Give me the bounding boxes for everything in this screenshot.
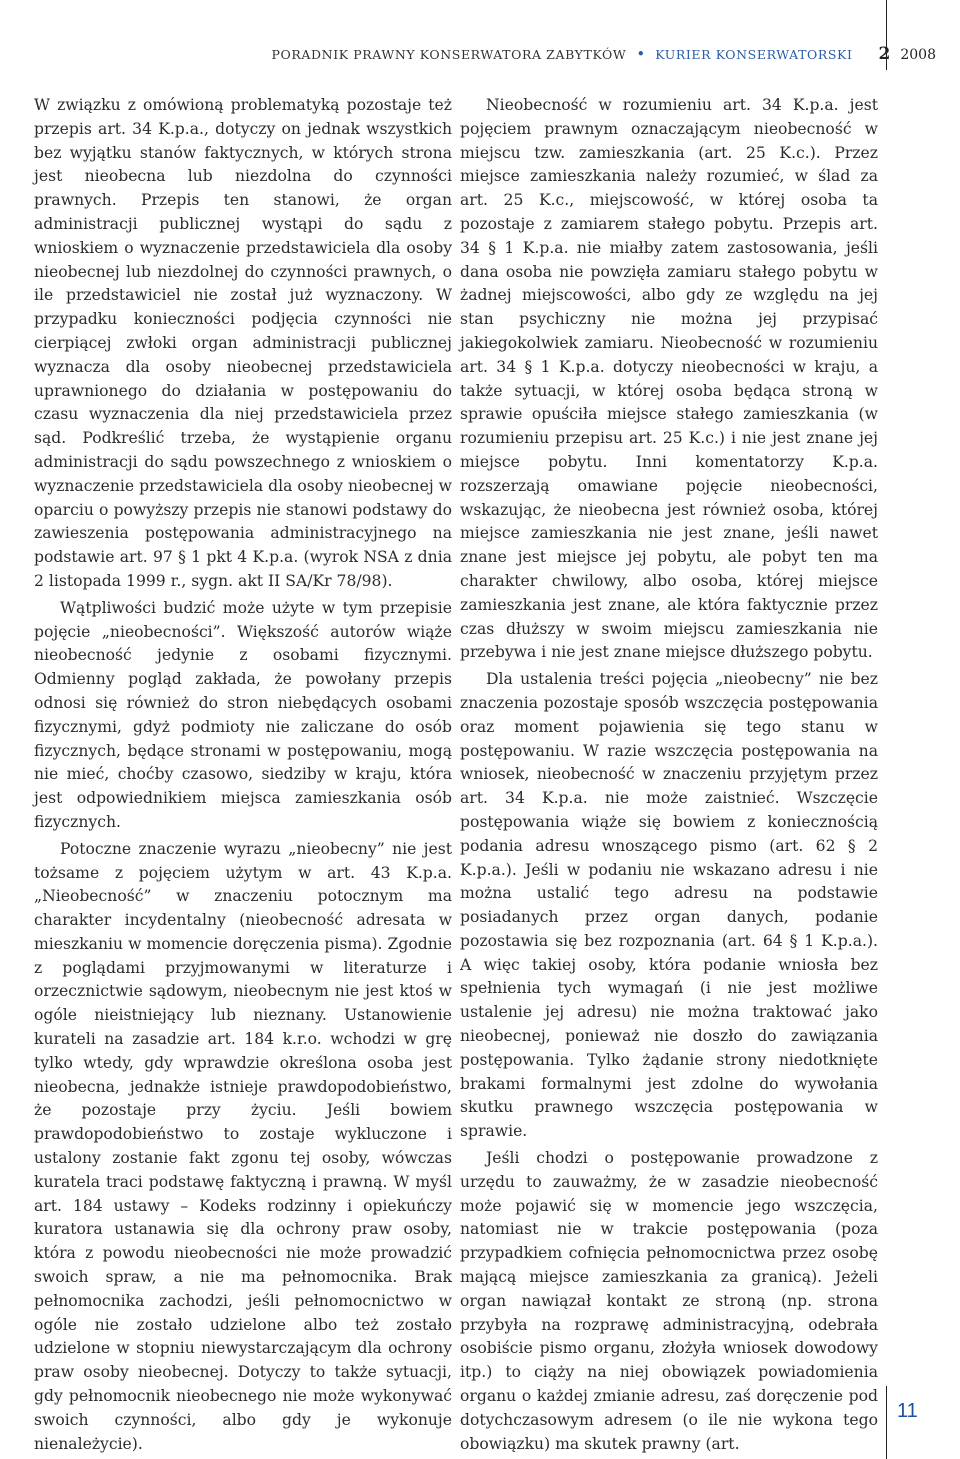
paragraph: Nieobecność w rozumieniu art. 34 K.p.a. jest pojęciem prawnym oznaczającym nieobecność w miejscu tzw. zamieszkania (art. 25 K.c.). Przez miejsce zamieszkania należy rozumieć, w ślad za art. 25 K.c., miejscowość, w której osoba ta pozostaje z zamiarem stałego pobytu. Przepis art. 34 § 1 K.p.a. nie miałby zatem zastosowania, jeśli dana osoba nie powzięła zamiaru stałego pobytu w żadnej miejscowości, albo gdy ze względu na jej stan psychiczny nie można jej przypisać jakiegokolwiek zamiaru. Nieobecność w rozumieniu art. 34 § 1 K.p.a. dotyczy nieobecności w kraju, a także sytuacji, w której osoba będąca stroną w sprawie opuściła miejsce stałego zamieszkania (w rozumieniu przepisu art. 25 K.c.) i nie jest znane jej miejsce pobytu. Inni komentatorzy K.p.a. rozszerzają omawiane pojęcie nieobecności, wskazując, że nieobecna jest również osoba, której miejsce zamieszkania nie jest znane, jeśli nawet znane jest miejsce jej pobytu, ale pobyt ten ma charakter chwilowy, albo osoba, której miejsce zamieszkania jest znane, ale która faktycznie przez czas dłuższy w swoim miejscu zamieszkania nie przebywa i nie jest znane miejsce dłuższego pobytu. — [460, 96, 878, 662]
paragraph: Jeśli chodzi o postępowanie prowadzone z urzędu to zauważmy, że w zasadzie nieobecność może pojawić się w momencie jego wszczęcia, natomiast nie w trakcie postępowania (poza przypadkiem cofnięcia pełnomocnictwa przez osobę mającą miejsce zamieszkania za granicą). Jeżeli organ nawiązał kontakt ze stroną (np. strona przybyła na rozprawę administracyjną, odebrała osobiście pismo organu, złożyła wniosek dowodowy itp.) to ciąży na niej obowiązek powiadomienia organu o każdej zmianie adresu, zaś doręczenie pod dotychczasowym adresem (o ile nie wykona tego obowiązku) ma skutek prawny (art. — [460, 1149, 878, 1453]
paragraph: W związku z omówioną problematyką pozostaje też przepis art. 34 K.p.a., dotyczy on jednak wszystkich bez wyjątku stanów faktycznych, w których strona jest nieobecna lub niezdolna do czynności prawnych. Przepis ten stanowi, że organ administracji publicznej wystąpi do sądu z wnioskiem o wyznaczenie przedstawiciela dla osoby nieobecnej lub niezdolnej do czynności prawnych, o ile przedstawiciel nie został już wyznaczony. W przypadku konieczności podjęcia czynności nie cierpiącej zwłoki organ administracji publicznej wyznacza dla osoby nieobecnej przedstawiciela uprawnionego do działania w postępowaniu do czasu wyznaczenia dla niej przedstawiciela przez sąd. Podkreślić trzeba, że wystąpienie organu administracji do sądu powszechnego z wnioskiem o wyznaczenie przedstawiciela dla osoby nieobecnej w oparciu o powyższy przepis nie stanowi podstawy do zawieszenia postępowania administracyjnego na podstawie art. 97 § 1 pkt 4 K.p.a. (wyrok NSA z dnia 2 listopada 1999 r., sygn. akt II SA/Kr 78/98). — [34, 96, 452, 590]
journal-title: KURIER KONSERWATORSKI — [655, 47, 853, 62]
issue-year: 2008 — [900, 47, 936, 63]
paragraph: Potoczne znaczenie wyrazu „nieobecny” nie jest tożsame z pojęciem użytym w art. 43 K.p.a. „Nieobecność” w znaczeniu potocznym ma charakter incydentalny (nieobecność adresata w mieszkaniu w momencie doręczenia pisma). Zgodnie z poglądami przyjmowanymi w literaturze i orzecznictwie sądowym, nieobecnym nie jest ktoś w ogóle nieistniejący lub nieznany. Ustanowienie kurateli na zasadzie art. 184 k.r.o. wchodzi w grę tylko wtedy, gdy wprawdzie określona osoba jest nieobecna, jednakże istnieje prawdopodobieństwo, że pozostaje przy życiu. Jeśli bowiem prawdopodobieństwo to zostaje wykluczone i ustalony zostanie fakt zgonu tej osoby, wówczas kuratela traci podstawę faktyczną i prawną. W myśl art. 184 ustawy – Kodeks rodzinny i opiekuńczy kuratora ustanawia się dla ochrony praw osoby, która z powodu nieobecności nie może prowadzić swoich spraw, a nie ma pełnomocnika. Brak pełnomocnika zachodzi, jeśli pełnomocnictwo w ogóle nie zostało udzielone albo też zostało udzielone w stopniu niewystarczającym dla ochrony praw osoby nieobecnej. Dotyczy to także sytuacji, gdy pełnomocnik nieobecnego nie może wykonywać swoich czynności, albo gdy je wykonuje nienależycie). — [34, 839, 452, 1453]
footer-divider-line — [886, 1386, 887, 1459]
separator-bullet-icon: • — [636, 45, 646, 63]
page-number: 11 — [897, 1400, 918, 1422]
publication-title: PORADNIK PRAWNY KONSERWATORA ZABYTKÓW — [271, 47, 627, 62]
paragraph: Wątpliwości budzić może użyte w tym przepisie pojęcie „nieobecności”. Większość autorów wiąże nieobecność jedynie z osobami fizycznymi. Odmienny pogląd zakłada, że powołany przepis odnosi się również do stron niebędących osobami fizycznymi, gdyż podmioty nie zaliczane do osób fizycznych, będące stronami w postępowaniu, mogą nie mieć, choćby czasowo, siedziby w kraju, która jest odpowiednikiem miejsca zamieszkania osób fizycznych. — [34, 598, 452, 831]
issue-number: 2 — [878, 44, 891, 64]
left-text-column — [34, 94, 452, 1456]
paragraph: Dla ustalenia treści pojęcia „nieobecny” nie bez znaczenia pozostaje sposób wszczęcia postępowania oraz moment pojawienia się tego stanu w postępowaniu. W razie wszczęcia postępowania na wniosek, nieobecność w znaczeniu przyjętym przez art. 34 K.p.a. nie może zaistnieć. Wszczęcie postępowania wiąże się bowiem z koniecznością podania adresu wnoszącego pismo (art. 62 § 2 K.p.a.). Jeśli w podaniu nie wskazano adresu i nie można ustalić tego adresu na podstawie posiadanych przez organ danych, podanie pozostawia się bez rozpoznania (art. 64 § 1 K.p.a.). A więc takiej osoby, która podanie wniosła bez spełnienia tych wymagań (i nie jest możliwe ustalenie jej adresu) nie można traktować jako nieobecnej, ponieważ nie doszło do zawiązania postępowania. Tylko żądanie strony niedotknięte brakami formalnymi jest zdolne do wywołania skutku prawnego wszczęcia postępowania w sprawie. — [460, 670, 878, 1141]
right-text-column — [460, 94, 878, 1456]
running-header — [271, 44, 936, 64]
